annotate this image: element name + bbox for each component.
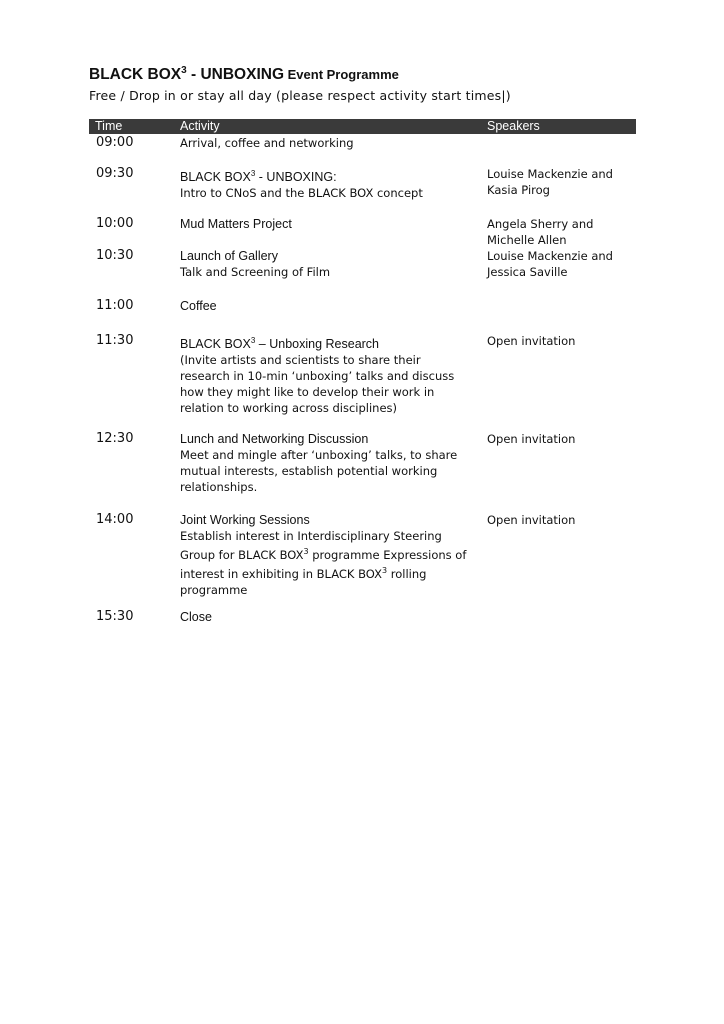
row-time: 11:00	[96, 298, 134, 313]
row-time: 12:30	[96, 431, 134, 446]
row-activity: Lunch and Networking Discussion Meet and mingle after ‘unboxing’ talks, to share mutual interests, establish potential working relationships.	[180, 432, 458, 494]
header-speakers: Speakers	[487, 119, 540, 133]
row-activity: Close	[180, 610, 212, 624]
row-speakers: Angela Sherry and Michelle Allen	[487, 217, 594, 247]
row-activity: Launch of Gallery Talk and Screening of Film	[180, 249, 331, 279]
page-title: BLACK BOX$^3$ - UNBOXING Event Programme	[89, 64, 399, 83]
row-speakers: Open invitation	[487, 513, 576, 527]
row-activity: Mud Matters Project	[180, 217, 292, 231]
row-activity: BLACK BOX$^3$ - UNBOXING: Intro to CNoS and the BLACK BOX concept	[180, 169, 423, 201]
row-activity: Arrival, coffee and networking	[180, 136, 354, 150]
page-subtitle: Free / Drop in or stay all day (please respect activity start times|)	[89, 88, 511, 103]
row-activity: BLACK BOX$^3$ – Unboxing Research (Invite artists and scientists to share their research in 10-min ‘unboxing’ talks and discuss how they might like to develop their work in relation to working across disciplines)	[180, 336, 455, 416]
row-speakers: Louise Mackenzie and Jessica Saville	[487, 249, 613, 279]
header-time: Time	[95, 119, 123, 133]
row-activity: Joint Working Sessions Establish interest in Interdisciplinary Steering Group for BLACK BOX$^3$ programme Expressions of interest in exhibiting in BLACK BOX$^3$ rolling programme	[180, 513, 467, 597]
row-time: 09:30	[96, 166, 134, 181]
row-activity: Coffee	[180, 299, 217, 313]
row-time: 11:30	[96, 333, 134, 348]
row-speakers: Open invitation	[487, 334, 576, 348]
table-header	[89, 119, 636, 134]
row-time: 14:00	[96, 512, 134, 527]
row-time: 10:00	[96, 216, 134, 231]
row-time: 09:00	[96, 135, 134, 150]
row-speakers: Open invitation	[487, 432, 576, 446]
row-time: 10:30	[96, 248, 134, 263]
row-time: 15:30	[96, 609, 134, 624]
header-activity: Activity	[180, 119, 220, 133]
row-speakers: Louise Mackenzie and Kasia Pirog	[487, 167, 613, 197]
